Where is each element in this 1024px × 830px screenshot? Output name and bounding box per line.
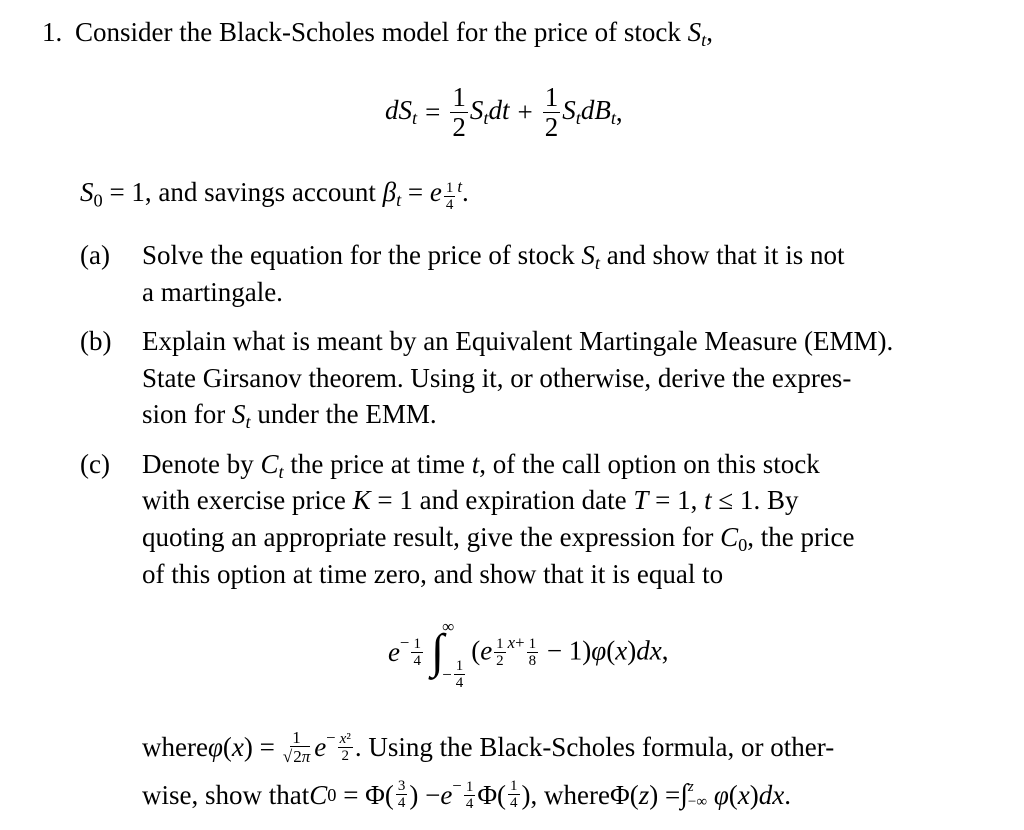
part-b-line-3: sion for $S_t$ under the EMM. xyxy=(142,399,437,433)
problem-number: 1. xyxy=(42,17,63,47)
part-c-line-1: Denote by $C_t$ the price at time t, of the call option on this stock xyxy=(142,449,820,483)
problem-intro-text: Consider the Black-Scholes model for the price of stock xyxy=(75,17,688,47)
part-c-line-6: wise, show that C 0 = Φ( $\frac{3}{4}$ ) − e − $\frac{1}{4}$ Φ( $\frac{1}{4}$ ) , where Φ( z ) = ∫ z −∞ φ ( x ) dx . xyxy=(142,776,791,812)
part-c-label: (c) xyxy=(80,449,110,479)
part-b-line-2: State Girsanov theorem. Using it, or otherwise, derive the expres- xyxy=(142,363,852,393)
part-a-line-1: Solve the equation for the price of stock $S_t$ and show that it is not xyxy=(142,240,845,274)
part-a-line-2: a martingale. xyxy=(142,277,283,307)
part-c-line-3: quoting an appropriate result, give the expression for $C_0$, the price xyxy=(142,522,855,556)
part-c-line-2: with exercise price K = 1 and expiration date T = 1, t ≤ 1. By xyxy=(142,485,799,515)
part-a-label: (a) xyxy=(80,240,110,270)
integral-equation: e − $\frac{1}{4}$ ∫ ∞ − $\frac{1}{4}$ (e $^{\frac{1}{2} x+ \frac{1}{8}}$ − 1)φ(x)dx, xyxy=(388,616,669,691)
math-S: $S_t$ xyxy=(687,17,707,51)
problem-intro-line: 1. Consider the Black-Scholes model for the price of stock $S_t$, xyxy=(42,17,713,51)
part-c-line-4: of this option at time zero, and show that it is equal to xyxy=(142,559,724,589)
part-c-line-5: where φ ( x ) = $\frac{1}{√2\pi}$ e − $\frac{\text{x²}}{2}$ . Using the Black-Scholes formula, or other- xyxy=(142,728,835,766)
part-b-line-1: Explain what is meant by an Equivalent Martingale Measure (EMM). xyxy=(142,326,894,356)
sde-equation: $dS_t$ = $\frac{1}{2}$ $S_tdt$ + $\frac{1}{2}$ $S_tdB_t$ , xyxy=(385,81,623,142)
part-b-label: (b) xyxy=(80,326,112,356)
initial-conditions: $S_0 = 1$, and savings account $\beta_t = e$ $^{\frac{1}{4} t}$. xyxy=(80,177,469,213)
